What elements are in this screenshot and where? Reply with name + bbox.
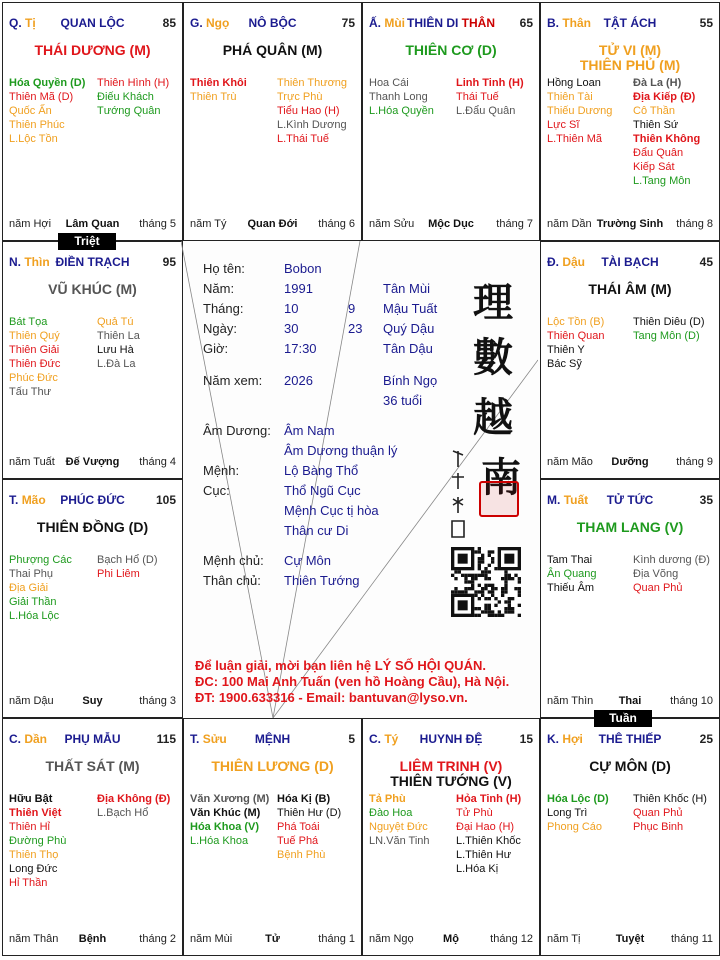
palace-position: T. Mão xyxy=(9,493,46,507)
minor-stars-right xyxy=(633,553,710,595)
major-star: THIÊN TƯỚNG (V) xyxy=(390,773,512,789)
palace-name: TỬ TỨC xyxy=(606,493,654,507)
palace-year: năm Tị xyxy=(547,933,581,945)
palace-month: tháng 11 xyxy=(670,933,713,945)
truong-sinh: Tử xyxy=(265,933,280,945)
star: Tam Thai xyxy=(547,554,593,566)
triet-tag: Triệt xyxy=(58,233,116,250)
calligraphy-char-3: 越 xyxy=(473,394,513,441)
year-view: 2026 xyxy=(284,373,313,388)
palace-age: 55 xyxy=(699,16,713,30)
star: Thiên Mã (D) xyxy=(9,91,74,103)
palace-month: tháng 2 xyxy=(139,933,176,945)
palace-age: 115 xyxy=(156,732,176,746)
palace-name: THÊ THIẾP xyxy=(598,732,662,746)
star: Quả Tú xyxy=(97,316,134,328)
palace-position: Q. Tị xyxy=(9,16,36,30)
minor-stars-right xyxy=(633,76,700,188)
palace-position: C. Dần xyxy=(9,732,48,746)
star: Thiên Quý xyxy=(9,330,60,342)
star: Thiên Y xyxy=(547,344,585,356)
star: Quốc Ấn xyxy=(9,105,52,117)
palace-position: N. Thìn xyxy=(9,255,50,269)
palace-month: tháng 10 xyxy=(670,695,713,707)
red-seal-stamp xyxy=(479,481,519,517)
star: Giải Thần xyxy=(9,596,57,608)
major-star: CỰ MÔN (D) xyxy=(589,758,671,774)
info-ganzhi: Quý Dậu xyxy=(383,321,435,336)
calligraphy-char-2: 數 xyxy=(473,334,513,381)
star: Long Trì xyxy=(547,807,588,819)
minor-stars-left xyxy=(547,76,612,146)
star: Địa Kiếp (Đ) xyxy=(633,91,696,103)
major-star: THIÊN PHỦ (M) xyxy=(579,57,681,73)
palace-age: 5 xyxy=(348,732,355,746)
palace-name: PHÚC ĐỨC xyxy=(60,493,125,507)
contact-line-3: ĐT: 1900.633316 - Email: bantuvan@lyso.vn. xyxy=(195,690,468,705)
star: Kiếp Sát xyxy=(633,161,675,173)
truong-sinh: Quan Đới xyxy=(247,218,298,230)
palace-year: năm Tý xyxy=(190,218,227,230)
star: Phá Toái xyxy=(277,821,320,833)
cuc-label: Cục: xyxy=(203,483,230,498)
star: Hóa Kị (B) xyxy=(277,793,331,805)
palace-year: năm Mùi xyxy=(190,933,233,945)
info-lunar: 23 xyxy=(348,321,363,336)
star: L.Hóa Quyền xyxy=(369,105,434,117)
info-label: Tháng: xyxy=(203,301,244,316)
star: Tang Môn (D) xyxy=(633,330,700,342)
minor-stars-left xyxy=(369,76,434,118)
minor-stars-left xyxy=(369,792,430,848)
star: Phúc Đức xyxy=(9,372,58,384)
palace-year: năm Ngọ xyxy=(369,933,414,945)
star: L.Bạch Hổ xyxy=(97,807,149,819)
minor-stars-left xyxy=(547,315,604,371)
cuc-3: Thân cư Di xyxy=(284,523,349,538)
palace-name: MỆNH xyxy=(254,732,291,746)
palace-name: NÔ BỘC xyxy=(248,16,297,30)
am-duong-2: Âm Dương thuận lý xyxy=(284,443,398,458)
star: Thiên Sứ xyxy=(633,119,679,131)
star: Bát Tọa xyxy=(9,316,48,328)
palace-ngo[interactable] xyxy=(183,2,362,241)
palace-mui[interactable] xyxy=(362,2,540,241)
menh-chu: Cự Môn xyxy=(284,553,331,568)
truong-sinh: Tuyệt xyxy=(615,933,645,945)
star: Tấu Thư xyxy=(9,386,52,398)
palace-year: năm Sửu xyxy=(369,218,415,230)
tuan-tag: Tuần xyxy=(594,710,652,727)
major-star: PHÁ QUÂN (M) xyxy=(222,42,323,58)
palace-name: PHỤ MẪU xyxy=(64,732,121,746)
minor-stars-left xyxy=(9,792,66,890)
star: L.Đẩu Quân xyxy=(456,105,516,117)
star: Phục Binh xyxy=(633,821,684,833)
star: LN.Văn Tinh xyxy=(369,835,430,847)
palace-position: Ấ. Mùi xyxy=(369,16,406,30)
palace-mao[interactable] xyxy=(2,479,183,718)
major-star: THIÊN ĐỒNG (D) xyxy=(36,519,149,535)
star: Phi Liêm xyxy=(97,568,140,580)
palace-age: 35 xyxy=(699,493,713,507)
minor-stars-right xyxy=(633,315,705,343)
major-star: THÁI DƯƠNG (M) xyxy=(34,42,151,58)
calligraphy-char-1: 理 xyxy=(473,279,513,326)
info-label: Họ tên: xyxy=(203,261,245,276)
info-lunar: 9 xyxy=(348,301,356,316)
qr-code[interactable] xyxy=(451,547,521,617)
palace-age: 75 xyxy=(341,16,355,30)
contact-line-2: ĐC: 100 Mai Anh Tuấn (ven hồ Hoàng Cầu), Hà Nội. xyxy=(195,674,510,689)
menh-label: Mệnh: xyxy=(203,463,240,478)
info-value: 10 xyxy=(284,301,299,316)
minor-stars-left xyxy=(547,792,609,834)
star: Đà La (H) xyxy=(633,77,682,89)
star: Địa Võng xyxy=(633,568,679,580)
minor-stars-right xyxy=(277,76,347,146)
star: Hữu Bật xyxy=(9,793,53,805)
major-star: THAM LANG (V) xyxy=(576,519,684,535)
star: L.Thái Tuế xyxy=(277,133,329,145)
minor-stars-right xyxy=(97,76,169,118)
star: Thiên Hư (D) xyxy=(277,807,342,819)
palace-age: 25 xyxy=(699,732,713,746)
star: Điếu Khách xyxy=(97,91,154,103)
palace-position: B. Thân xyxy=(547,16,592,30)
than-chu: Thiên Tướng xyxy=(284,573,360,588)
star: Tả Phù xyxy=(369,793,406,805)
palace-month: tháng 7 xyxy=(496,218,533,230)
palace-position: G. Ngọ xyxy=(190,16,230,30)
palace-position: T. Sửu xyxy=(190,732,227,746)
star: L.Hóa Khoa xyxy=(190,835,249,847)
info-label: Ngày: xyxy=(203,321,237,336)
major-star: VŨ KHÚC (M) xyxy=(48,281,137,297)
palace-tuat[interactable] xyxy=(540,479,720,718)
palace-month: tháng 6 xyxy=(318,218,355,230)
minor-stars-left xyxy=(547,553,597,595)
star: Thái Tuế xyxy=(456,91,499,103)
am-duong-label: Âm Dương: xyxy=(203,423,271,438)
minor-stars-left xyxy=(190,792,269,848)
palace-age: 65 xyxy=(519,16,533,30)
star: L.Hóa Lộc xyxy=(9,610,60,622)
truong-sinh: Bệnh xyxy=(78,933,107,945)
center-info-panel xyxy=(181,241,538,718)
major-star: LIÊM TRINH (V) xyxy=(399,758,503,774)
star: L.Thiên Mã xyxy=(547,133,603,145)
major-star: TỬ VI (M) xyxy=(598,42,662,58)
star: Tử Phù xyxy=(456,807,493,819)
major-star: THIÊN LƯƠNG (D) xyxy=(211,758,334,774)
star: Quan Phủ xyxy=(633,582,683,594)
star: Đẩu Quân xyxy=(633,147,684,159)
truong-sinh: Suy xyxy=(82,695,103,707)
truong-sinh: Mộ xyxy=(443,933,459,945)
palace-dau[interactable] xyxy=(540,241,720,479)
star: Lộc Tồn (B) xyxy=(547,316,605,328)
palace-year: năm Dần xyxy=(547,218,592,230)
am-duong: Âm Nam xyxy=(284,423,335,438)
major-star: THÁI ÂM (M) xyxy=(588,281,672,297)
than-chu-label: Thân chủ: xyxy=(203,573,261,588)
star: Tiểu Hao (H) xyxy=(277,105,340,117)
palace-name: THIÊN DI THÂN xyxy=(406,16,495,30)
star: Đào Hoa xyxy=(369,807,413,819)
palace-month: tháng 8 xyxy=(676,218,713,230)
star: Thiên Hỉ xyxy=(9,821,50,833)
info-ganzhi: Mậu Tuất xyxy=(383,301,438,316)
star: Linh Tinh (H) xyxy=(456,77,524,89)
palace-month: tháng 1 xyxy=(318,933,355,945)
star: Thiên Trù xyxy=(190,91,237,103)
minor-stars-right xyxy=(456,792,521,876)
star: L.Lộc Tồn xyxy=(9,133,58,145)
palace-year: năm Thân xyxy=(9,933,59,945)
star: Phong Cáo xyxy=(547,821,603,833)
star: Địa Không (Đ) xyxy=(97,793,171,805)
info-ganzhi: Tân Dậu xyxy=(383,341,433,356)
star: Bác Sỹ xyxy=(547,358,582,370)
minor-stars-right xyxy=(97,315,140,371)
star: Hoa Cái xyxy=(369,77,409,89)
star: Văn Khúc (M) xyxy=(190,807,261,819)
star: L.Hóa Kị xyxy=(456,863,499,875)
year-view-ganzhi: Bính Ngọ xyxy=(383,373,438,388)
info-value: 1991 xyxy=(284,281,313,296)
minor-stars-right xyxy=(456,76,524,118)
minor-stars-left xyxy=(9,76,85,146)
star: Hóa Quyền (D) xyxy=(9,77,86,89)
palace-name: TẬT ÁCH xyxy=(603,16,657,30)
palace-position: K. Hợi xyxy=(547,732,583,746)
palace-name: HUYNH ĐỆ xyxy=(419,732,483,746)
star: Thiên Việt xyxy=(9,807,62,819)
star: Đường Phù xyxy=(9,835,67,847)
star: Thiên Đức xyxy=(9,358,61,370)
star: Thiếu Dương xyxy=(547,105,613,117)
info-value: 17:30 xyxy=(284,341,317,356)
menh: Lộ Bàng Thổ xyxy=(284,463,359,478)
star: Nguyệt Đức xyxy=(369,821,428,833)
star: Quan Phủ xyxy=(633,807,683,819)
star: Tuế Phá xyxy=(277,835,319,847)
star: L.Đà La xyxy=(97,358,136,370)
truong-sinh: Mộc Dục xyxy=(428,218,474,230)
truong-sinh: Trường Sinh xyxy=(596,218,664,230)
star: Thiên Tài xyxy=(547,91,593,103)
palace-month: tháng 3 xyxy=(139,695,176,707)
star: Đại Hao (H) xyxy=(456,821,515,833)
star: L.Thiên Hư xyxy=(456,849,512,861)
star: Thiên Hình (H) xyxy=(97,77,170,89)
star: Thiên Phúc xyxy=(9,119,65,131)
star: Thanh Long xyxy=(369,91,428,103)
star: Long Đức xyxy=(9,863,58,875)
star: Tướng Quân xyxy=(97,105,161,117)
palace-month: tháng 4 xyxy=(139,456,176,468)
star: Trực Phù xyxy=(277,91,323,103)
star: Thiên Thương xyxy=(277,77,348,89)
star: L.Kình Dương xyxy=(277,119,347,131)
palace-position: Đ. Dậu xyxy=(547,255,586,269)
palace-ty[interactable] xyxy=(362,718,540,956)
palace-month: tháng 12 xyxy=(490,933,533,945)
palace-month: tháng 9 xyxy=(676,456,713,468)
star: L.Thiên Khốc xyxy=(456,835,521,847)
star: Thiên Diêu (D) xyxy=(633,316,705,328)
palace-age: 95 xyxy=(162,255,176,269)
info-value: Bobon xyxy=(284,261,322,276)
major-star: THIÊN CƠ (D) xyxy=(405,42,497,58)
star: Lực Sĩ xyxy=(547,119,580,131)
info-label: Năm: xyxy=(203,281,235,296)
palace-name: ĐIỀN TRẠCH xyxy=(55,255,130,269)
star: Thiên La xyxy=(97,330,140,342)
cuc-2: Mệnh Cục tị hòa xyxy=(284,503,379,518)
star: Cô Thần xyxy=(633,105,675,117)
truong-sinh: Lâm Quan xyxy=(65,218,120,230)
minor-stars-left xyxy=(190,76,247,104)
palace-than[interactable] xyxy=(540,2,720,241)
star: Ân Quang xyxy=(547,568,597,580)
palace-age: 105 xyxy=(155,493,176,507)
star: Bạch Hổ (D) xyxy=(97,554,158,566)
palace-year: năm Dậu xyxy=(9,695,54,707)
palace-age: 85 xyxy=(162,16,176,30)
star: Thiên Quan xyxy=(547,330,605,342)
palace-year: năm Hợi xyxy=(9,218,52,230)
than-marker: THÂN xyxy=(461,16,495,30)
contact-line-1: Để luận giải, mời bạn liên hệ LÝ SỐ HỘI QUÁN. xyxy=(195,658,486,673)
vertical-signature xyxy=(449,447,467,543)
palace-dan[interactable] xyxy=(2,718,183,956)
minor-stars-right xyxy=(277,792,341,862)
star: Địa Giải xyxy=(9,582,49,594)
palace-hoi[interactable] xyxy=(540,718,720,956)
palace-year: năm Tuất xyxy=(9,456,55,468)
star: Thiên Thọ xyxy=(9,849,59,861)
minor-stars-left xyxy=(9,553,72,623)
info-label: Giờ: xyxy=(203,341,229,356)
palace-ti[interactable] xyxy=(2,2,183,241)
star: Hồng Loan xyxy=(547,77,601,89)
minor-stars-right xyxy=(97,792,170,820)
minor-stars-right xyxy=(97,553,158,581)
palace-age: 45 xyxy=(699,255,713,269)
minor-stars-left xyxy=(9,315,60,399)
truong-sinh: Dưỡng xyxy=(611,456,649,468)
star: Thiếu Âm xyxy=(547,582,595,594)
star: Thiên Giải xyxy=(9,344,60,356)
palace-year: năm Thìn xyxy=(547,695,594,707)
star: Lưu Hà xyxy=(97,344,134,356)
star: L.Tang Môn xyxy=(633,175,691,187)
palace-year: năm Mão xyxy=(547,456,593,468)
truong-sinh: Thai xyxy=(618,695,642,707)
palace-thin[interactable] xyxy=(2,241,183,479)
palace-suu[interactable] xyxy=(183,718,362,956)
star: Thiên Không xyxy=(633,133,701,145)
palace-name: TÀI BẠCH xyxy=(601,255,659,269)
star: Bệnh Phù xyxy=(277,849,326,861)
info-ganzhi: Tân Mùi xyxy=(383,281,430,296)
star: Thiên Khốc (H) xyxy=(633,793,707,805)
year-view-row: Năm xem: xyxy=(203,373,263,388)
star: Hỏa Tinh (H) xyxy=(456,793,522,805)
star: Thai Phụ xyxy=(9,568,54,580)
palace-position: M. Tuất xyxy=(547,493,589,507)
major-star: THẤT SÁT (M) xyxy=(45,758,140,774)
star: Văn Xương (M) xyxy=(190,793,270,805)
palace-month: tháng 5 xyxy=(139,218,176,230)
star: Thiên Khôi xyxy=(190,77,247,89)
truong-sinh: Đế Vượng xyxy=(65,456,120,468)
age-now: 36 tuổi xyxy=(383,393,423,408)
palace-name: QUAN LỘC xyxy=(60,16,125,30)
info-value: 30 xyxy=(284,321,299,336)
star: Hóa Lộc (D) xyxy=(547,793,609,805)
menh-chu-label: Mệnh chủ: xyxy=(203,553,264,568)
palace-position: C. Tý xyxy=(369,732,399,746)
palace-age: 15 xyxy=(519,732,533,746)
star: Kình dương (Đ) xyxy=(633,554,710,566)
star: Hóa Khoa (V) xyxy=(190,821,260,833)
star: Phượng Các xyxy=(9,554,72,566)
star: Hỉ Thần xyxy=(9,877,48,889)
cuc: Thổ Ngũ Cục xyxy=(284,483,361,498)
minor-stars-right xyxy=(633,792,707,834)
calligraphy-char-4: 南 xyxy=(481,454,521,501)
